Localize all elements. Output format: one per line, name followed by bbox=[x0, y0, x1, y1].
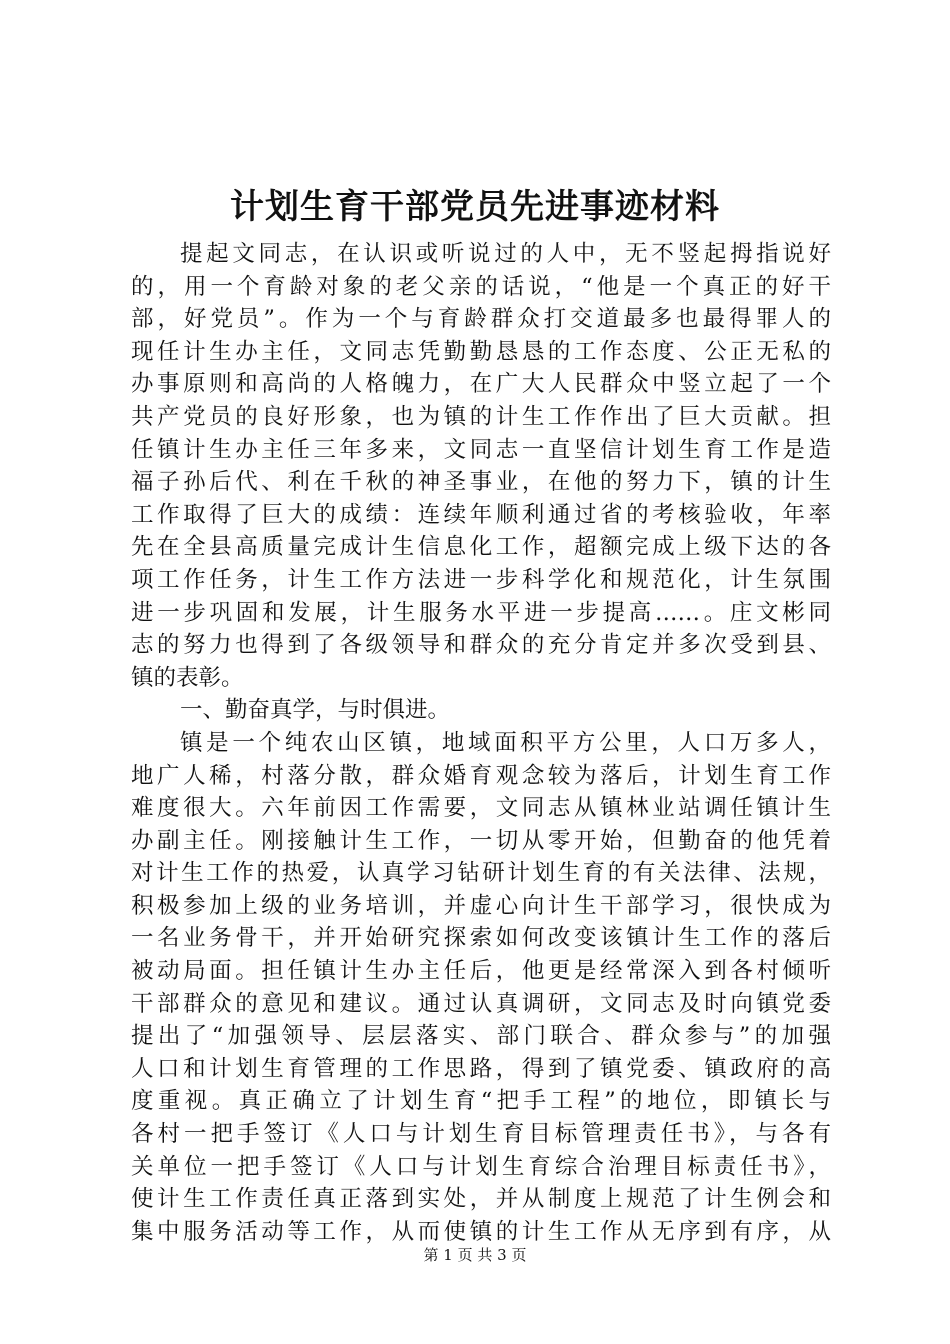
body-line: 难度很大。六年前因工作需要，文同志从镇林业站调任镇计生 bbox=[131, 795, 831, 822]
body-line: 一名业务骨干，并开始研究探索如何改变该镇计生工作的落后 bbox=[131, 925, 831, 952]
body-line: 的，用一个育龄对象的老父亲的话说，“他是一个真正的好干 bbox=[131, 273, 831, 300]
body-line: 集中服务活动等工作，从而使镇的计生工作从无序到有序，从 bbox=[131, 1218, 831, 1245]
document-title: 计划生育干部党员先进事迹材料 bbox=[230, 187, 720, 227]
body-line: 志的努力也得到了各级领导和群众的充分肯定并多次受到县、 bbox=[131, 632, 831, 659]
body-line: 工作取得了巨大的成绩：连续年顺利通过省的考核验收，年率 bbox=[131, 501, 831, 528]
body-line: 先在全县高质量完成计生信息化工作，超额完成上级下达的各 bbox=[131, 534, 831, 561]
body-line: 干部群众的意见和建议。通过认真调研，文同志及时向镇党委 bbox=[131, 990, 831, 1017]
body-line: 使计生工作责任真正落到实处，并从制度上规范了计生例会和 bbox=[131, 1186, 831, 1213]
body-line: 任镇计生办主任三年多来，文同志一直坚信计划生育工作是造 bbox=[131, 436, 831, 463]
document-body bbox=[131, 238, 831, 1248]
body-line: 镇是一个纯农山区镇，地域面积平方公里，人口万多人， bbox=[180, 729, 831, 756]
body-line: 镇的表彰。 bbox=[131, 664, 244, 691]
body-line: 各村一把手签订《人口与计划生育目标管理责任书》，与各有 bbox=[131, 1121, 831, 1148]
body-line: 度重视。真正确立了计划生育“把手工程”的地位，即镇长与 bbox=[131, 1088, 831, 1115]
body-line: 办副主任。刚接触计生工作，一切从零开始，但勤奋的他凭着 bbox=[131, 827, 831, 854]
body-line: 现任计生办主任，文同志凭勤勤恳恳的工作态度、公正无私的 bbox=[131, 338, 831, 365]
body-line: 关单位一把手签订《人口与计划生育综合治理目标责任书》， bbox=[131, 1153, 831, 1180]
body-line: 被动局面。担任镇计生办主任后，他更是经常深入到各村倾听 bbox=[131, 958, 831, 985]
page-number-footer: 第 1 页 共 3 页 bbox=[423, 1246, 527, 1264]
body-line: 对计生工作的热爱，认真学习钻研计划生育的有关法律、法规， bbox=[131, 860, 831, 887]
body-line: 部，好党员”。作为一个与育龄群众打交道最多也最得罪人的 bbox=[131, 306, 831, 333]
body-line: 提出了“加强领导、层层落实、部门联合、群众参与”的加强 bbox=[131, 1023, 831, 1050]
body-line: 积极参加上级的业务培训，并虚心向计生干部学习，很快成为 bbox=[131, 892, 831, 919]
body-line: 共产党员的良好形象，也为镇的计生工作作出了巨大贡献。担 bbox=[131, 403, 831, 430]
body-line: 办事原则和高尚的人格魄力，在广大人民群众中竖立起了一个 bbox=[131, 371, 831, 398]
body-line: 进一步巩固和发展，计生服务水平进一步提高……。庄文彬同 bbox=[131, 599, 831, 626]
body-line: 提起文同志，在认识或听说过的人中，无不竖起拇指说好 bbox=[180, 241, 831, 267]
section-heading: 一、勤奋真学，与时俱进。 bbox=[180, 697, 451, 724]
body-line: 项工作任务，计生工作方法进一步科学化和规范化，计生氛围 bbox=[131, 566, 831, 593]
body-line: 福子孙后代、利在千秋的神圣事业，在他的努力下，镇的计生 bbox=[131, 469, 831, 496]
body-line: 人口和计划生育管理的工作思路，得到了镇党委、镇政府的高 bbox=[131, 1055, 831, 1082]
body-line: 地广人稀，村落分散，群众婚育观念较为落后，计划生育工作 bbox=[131, 762, 831, 789]
